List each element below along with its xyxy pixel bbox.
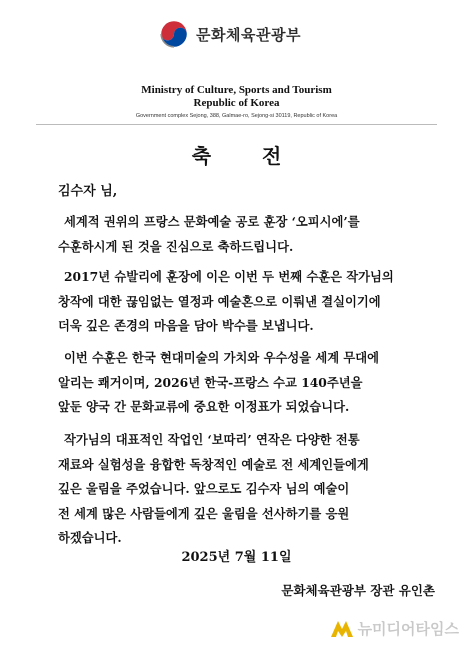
paragraph-3: 이번 수훈은 한국 현대미술의 가치와 우수성을 세계 무대에 알리는 쾌거이며, 2026년 한국-프랑스 수교 140주년을 앞둔 양국 간 문화교류에 중요한 이정표가 되었습니다. [58, 350, 380, 414]
paragraph-1: 세계적 권위의 프랑스 문화예술 공로 훈장 ‘오피시에’를 수훈하시게 된 것을 진심으로 축하드립니다. [58, 214, 360, 254]
ministry-address: Government complex Sejong, 388, Galmae-ro, Sejong-si 30119, Republic of Korea [135, 113, 338, 119]
ministry-name-english-line1: Ministry of Culture, Sports and Tourism [141, 84, 332, 96]
taegeuk-emblem-icon [158, 18, 190, 50]
paragraph-2: 2017년 슈발리에 훈장에 이은 이번 두 번째 수훈은 작가님의 창작에 대한 끊임없는 열정과 예술혼으로 이뤄낸 결실이기에 더욱 깊은 존경의 마음을 담아 박수를 보냅니다. [58, 269, 394, 333]
newsmedia-logo-icon [329, 619, 355, 639]
ministry-name-english [0, 84, 473, 110]
header-divider [36, 124, 437, 125]
ministry-name-english-line2: Republic of Korea [193, 97, 280, 109]
letter-title: 축 전 [191, 144, 304, 168]
salutation: 김수자 님, [58, 184, 118, 199]
watermark [329, 618, 459, 639]
ministry-logo [158, 18, 301, 50]
ministry-name-korean: 문화체육관광부 [196, 25, 301, 44]
paragraph-4: 작가님의 대표적인 작업인 ‘보따리’ 연작은 다양한 전통 재료와 실험성을 융합한 독창적인 예술로 전 세계인들에게 깊은 울림을 주었습니다. 앞으로도 김수자 님의 예술이 전 세계 많은 사람들에게 깊은 울림을 선사하기를 응원 하겠습니다. [58, 432, 369, 545]
watermark-text: 뉴미디어타임스 [357, 620, 459, 638]
signature: 문화체육관광부 장관 유인촌 [281, 583, 435, 598]
letter-date: 2025년 7월 11일 [181, 550, 292, 565]
